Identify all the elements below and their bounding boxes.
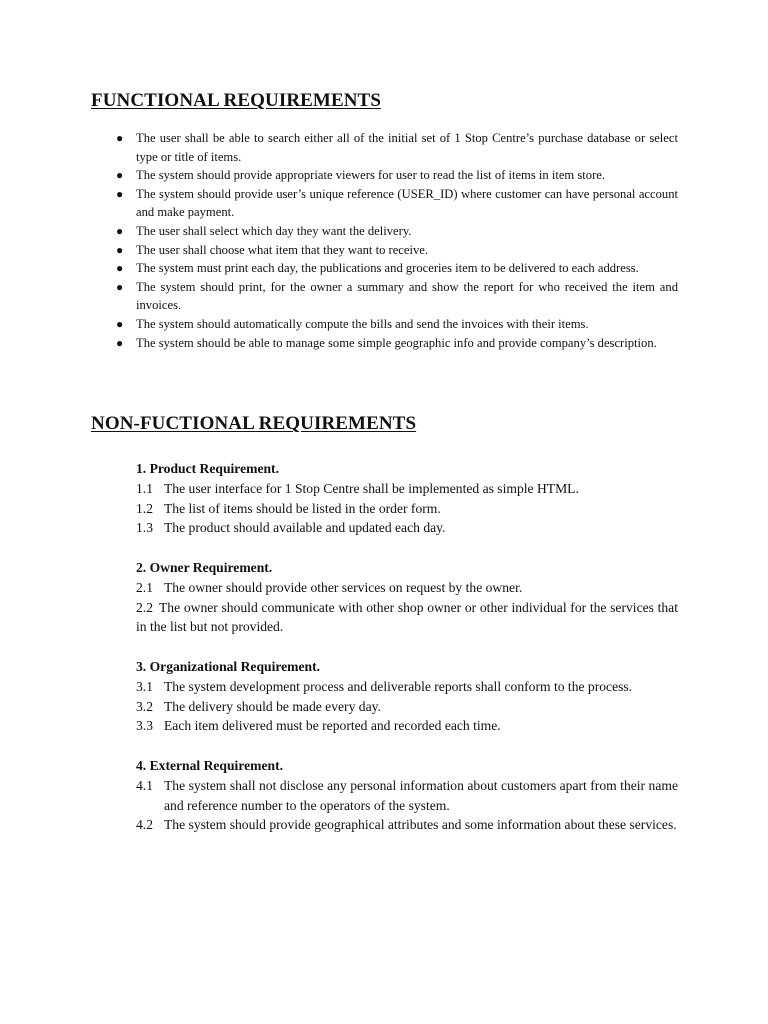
functional-requirements-list bbox=[110, 129, 678, 352]
requirement-number: 2.1 bbox=[136, 579, 153, 595]
section-title: 1. Product Requirement. bbox=[136, 461, 279, 476]
requirement-text: The list of items should be listed in the order form. bbox=[164, 500, 441, 516]
bullet-icon: ● bbox=[116, 131, 124, 145]
requirement-number: 1.1 bbox=[136, 480, 153, 496]
bullet-icon: ● bbox=[116, 279, 124, 294]
list-item-text: The system should automatically compute the bills and send the invoices with their items. bbox=[136, 316, 589, 331]
requirement-item bbox=[136, 677, 678, 697]
requirement-number: 3.2 bbox=[136, 698, 153, 714]
non-functional-requirements-body bbox=[136, 459, 678, 855]
list-item bbox=[110, 334, 678, 353]
requirement-text: The system shall not disclose any personal information about customers apart from their name and reference number to the operators of the system. bbox=[164, 777, 678, 813]
bullet-icon: ● bbox=[116, 168, 124, 183]
requirement-item bbox=[136, 578, 678, 598]
requirement-number: 3.3 bbox=[136, 718, 153, 734]
requirement-text: The product should available and updated each day. bbox=[164, 520, 446, 536]
bullet-icon: ● bbox=[116, 316, 124, 331]
section-title: 3. Organizational Requirement. bbox=[136, 658, 321, 674]
list-item bbox=[110, 129, 678, 166]
requirement-item bbox=[136, 815, 678, 835]
list-item-text: The user shall be able to search either all of the initial set of 1 Stop Centre’s purchase database or select type or title of items. bbox=[136, 131, 678, 164]
list-item-text: The user shall choose what item that they want to receive. bbox=[136, 242, 429, 257]
list-item bbox=[110, 259, 678, 278]
requirement-text: Each item delivered must be reported and recorded each time. bbox=[164, 718, 501, 734]
list-item-text: The user shall select which day they want the delivery. bbox=[136, 223, 412, 238]
bullet-icon: ● bbox=[116, 186, 124, 201]
requirement-text: The owner should provide other services on request by the owner. bbox=[164, 579, 523, 595]
owner-requirement-section bbox=[136, 558, 678, 637]
list-item bbox=[110, 166, 678, 185]
list-item bbox=[110, 241, 678, 260]
requirement-item bbox=[136, 598, 678, 638]
requirement-text: The user interface for 1 Stop Centre shall be implemented as simple HTML. bbox=[164, 480, 579, 496]
requirement-item bbox=[136, 776, 678, 816]
requirement-text: The system should provide geographical attributes and some information about these services. bbox=[164, 817, 677, 833]
requirement-number: 2.2 bbox=[136, 599, 153, 615]
requirement-number: 4.2 bbox=[136, 817, 153, 833]
requirement-number: 3.1 bbox=[136, 678, 153, 694]
bullet-icon: ● bbox=[116, 242, 124, 257]
external-requirement-section bbox=[136, 756, 678, 835]
list-item bbox=[110, 222, 678, 241]
list-item bbox=[110, 278, 678, 315]
list-item-text: The system should be able to manage some simple geographic info and provide company’s description. bbox=[136, 335, 657, 350]
requirement-text: The owner should communicate with other shop owner or other individual for the services that in the list but not provided. bbox=[136, 599, 678, 635]
bullet-icon: ● bbox=[116, 223, 124, 238]
list-item-text: The system should provide user’s unique reference (USER_ID) where customer can have personal account and make payment. bbox=[136, 186, 678, 220]
requirement-item bbox=[136, 716, 678, 736]
requirement-item bbox=[136, 518, 678, 538]
organizational-requirement-section bbox=[136, 657, 678, 736]
list-item-text: The system must print each day, the publications and groceries item to be delivered to each address. bbox=[136, 261, 639, 276]
list-item bbox=[110, 185, 678, 222]
requirement-text: The system development process and deliverable reports shall conform to the process. bbox=[164, 678, 633, 694]
requirement-text: The delivery should be made every day. bbox=[164, 698, 381, 714]
requirement-number: 4.1 bbox=[136, 777, 153, 793]
requirement-number: 1.3 bbox=[136, 520, 153, 536]
requirement-item bbox=[136, 697, 678, 717]
product-requirement-section bbox=[136, 459, 678, 538]
list-item-text: The system should print, for the owner a summary and show the report for who received the item and invoices. bbox=[136, 279, 678, 313]
section-title: 2. Owner Requirement. bbox=[136, 559, 273, 575]
bullet-icon: ● bbox=[116, 335, 124, 350]
functional-requirements-heading: FUNCTIONAL REQUIREMENTS bbox=[91, 90, 381, 111]
bullet-icon: ● bbox=[116, 261, 124, 276]
list-item-text: The system should provide appropriate viewers for user to read the list of items in item store. bbox=[136, 168, 606, 183]
requirement-number: 1.2 bbox=[136, 500, 153, 516]
section-title: 4. External Requirement. bbox=[136, 757, 283, 773]
requirement-item bbox=[136, 499, 678, 519]
non-functional-requirements-heading: NON-FUCTIONAL REQUIREMENTS bbox=[91, 413, 417, 434]
list-item bbox=[110, 315, 678, 334]
requirement-item bbox=[136, 479, 678, 499]
